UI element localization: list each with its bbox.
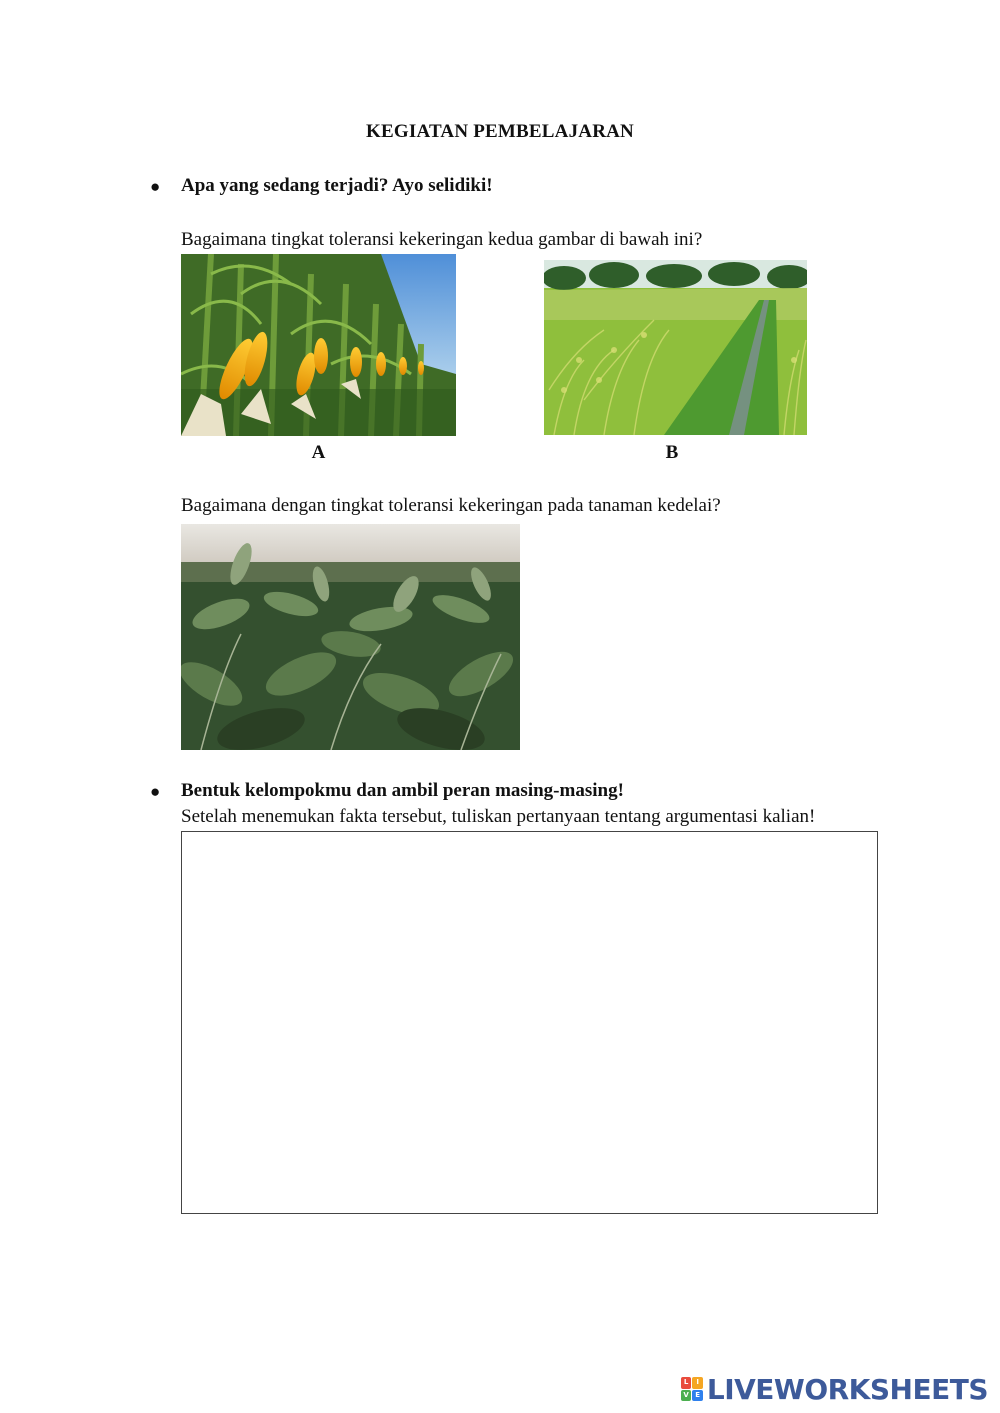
corn-field-image	[181, 254, 456, 436]
section-1-heading: Apa yang sedang terjadi? Ayo selidiki!	[181, 175, 493, 196]
page-title: KEGIATAN PEMBELAJARAN	[366, 121, 634, 142]
logo-letter-i: I	[692, 1377, 703, 1389]
image-b-caption: B	[665, 442, 679, 463]
soybean-field-image	[181, 524, 520, 750]
bullet-1: ●	[150, 177, 161, 196]
answer-box[interactable]	[181, 831, 878, 1214]
question-2: Bagaimana dengan tingkat toleransi kekeringan pada tanaman kedelai?	[181, 495, 721, 516]
liveworksheets-logo-icon	[681, 1377, 703, 1401]
logo-letter-l: L	[681, 1377, 692, 1389]
section-2-heading: Bentuk kelompokmu dan ambil peran masing-masing!	[181, 780, 624, 801]
brand-name: LIVEWORKSHEETS	[706, 1372, 988, 1406]
corn-field-graphic	[181, 254, 456, 436]
rice-paddy-image	[544, 260, 807, 435]
question-1: Bagaimana tingkat toleransi kekeringan kedua gambar di bawah ini?	[181, 229, 703, 250]
instruction-text: Setelah menemukan fakta tersebut, tuliskan pertanyaan tentang argumentasi kalian!	[181, 806, 816, 827]
soybean-field-graphic	[181, 524, 520, 750]
rice-paddy-graphic	[544, 260, 807, 435]
bullet-2: ●	[150, 782, 161, 801]
logo-letter-e: E	[692, 1390, 703, 1402]
logo-letter-v: V	[681, 1390, 692, 1402]
image-a-caption: A	[311, 442, 326, 463]
liveworksheets-brand	[681, 1372, 988, 1406]
